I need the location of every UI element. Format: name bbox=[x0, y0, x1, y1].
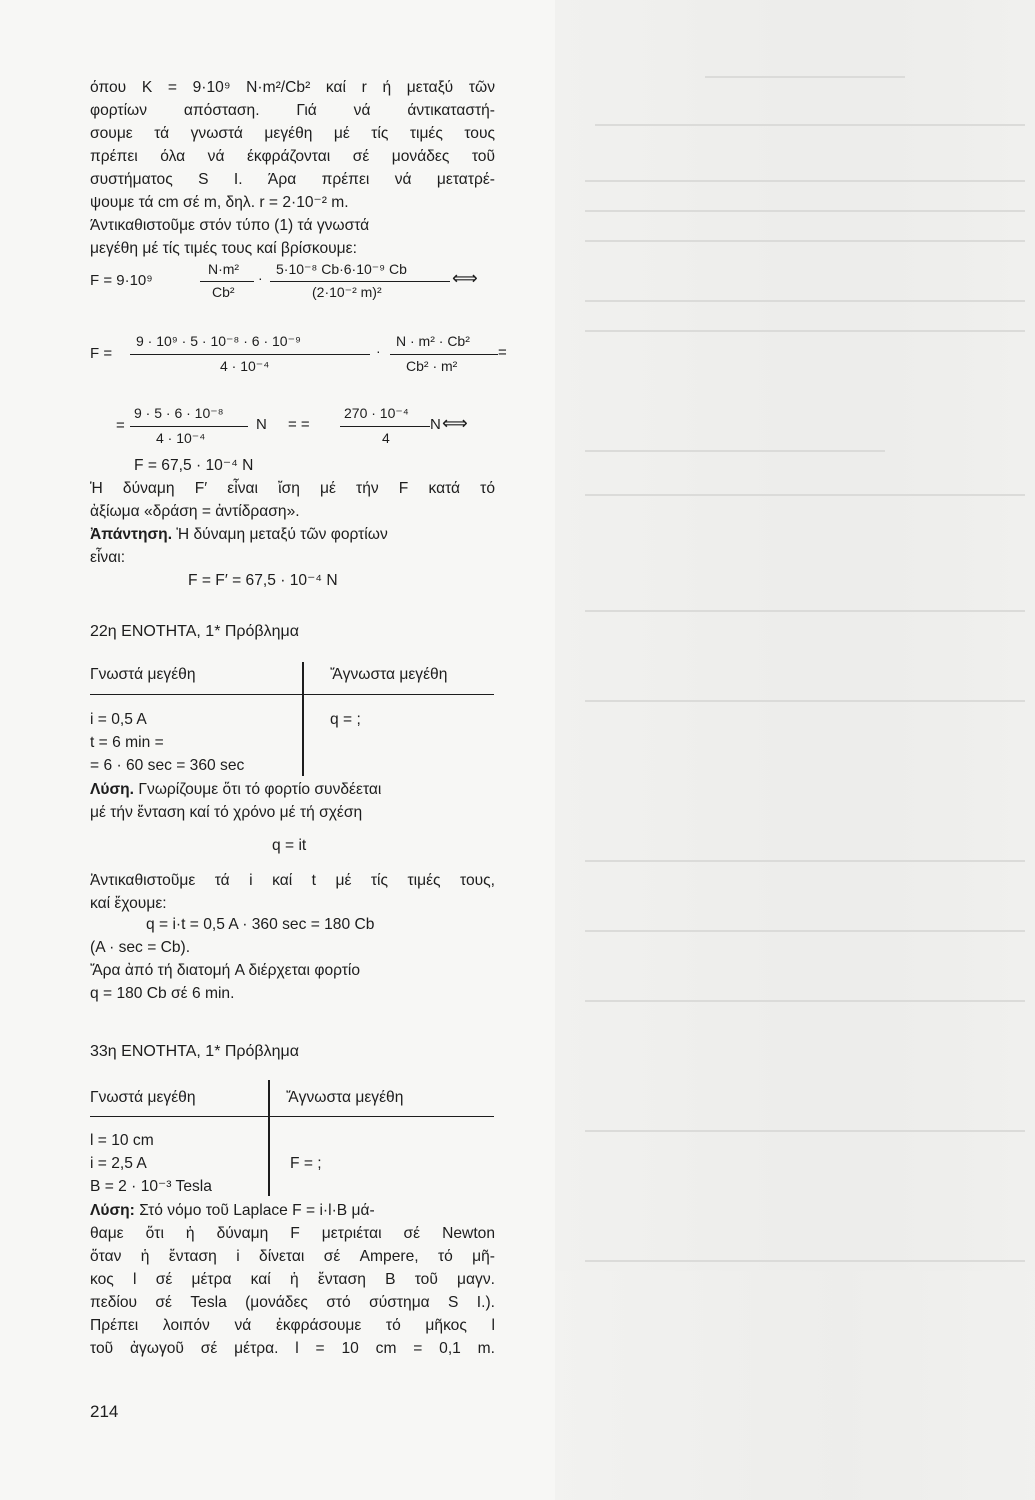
eq3-den1: 4 · 10⁻⁴ bbox=[156, 430, 206, 446]
table-divider bbox=[268, 1080, 270, 1196]
text-line: μέ τήν ἔνταση καί τό χρόνο μέ τή σχέση bbox=[90, 804, 363, 821]
text-line: ὅταν ἡ ἔνταση i δίνεται σέ Ampere, τό μῆ- bbox=[90, 1248, 495, 1265]
page-number: 214 bbox=[90, 1402, 119, 1421]
facing-page-bleed bbox=[555, 0, 1035, 1500]
text-line: μεγέθη μέ τίς τιμές τους καί βρίσκουμε: bbox=[90, 240, 357, 257]
table-header-unknown: Ἄγνωστα μεγέθη bbox=[286, 1089, 404, 1106]
text-line: κος l σέ μέτρα καί ἡ ἔνταση B τοῦ μαγν. bbox=[90, 1271, 495, 1288]
eq1-den1: Cb² bbox=[212, 284, 235, 300]
eq2-lhs: F = bbox=[90, 345, 113, 362]
solution-label: Λύση. bbox=[90, 781, 135, 798]
answer-text: Ἡ δύναμη μεταξύ τῶν φορτίων bbox=[176, 526, 388, 543]
equivalence-arrow: ⟺ bbox=[442, 413, 468, 433]
solution-text: Γνωρίζουμε ὅτι τό φορτίο συνδέεται bbox=[138, 781, 382, 798]
known-value: B = 2 · 10⁻³ Tesla bbox=[90, 1178, 212, 1195]
answer-formula: F = F′ = 67,5 · 10⁻⁴ N bbox=[188, 572, 338, 589]
fraction-bar bbox=[130, 426, 248, 427]
known-value: = 6 · 60 sec = 360 sec bbox=[90, 757, 245, 774]
eq3-mid: = = bbox=[288, 416, 310, 433]
text-line: q = 180 Cb σέ 6 min. bbox=[90, 985, 235, 1002]
fraction-bar bbox=[340, 426, 430, 427]
eq2-den2: Cb² · m² bbox=[406, 358, 458, 374]
eq3-num1: 9 · 5 · 6 · 10⁻⁸ bbox=[134, 405, 224, 421]
eq2-dot: · bbox=[376, 343, 381, 359]
eq3-lhs: = bbox=[116, 417, 125, 434]
text-line: Ἡ δύναμη F′ εἶναι ἴση μέ τήν F κατά τό bbox=[90, 480, 495, 497]
fraction-bar bbox=[200, 281, 254, 282]
unknown-value: q = ; bbox=[330, 711, 361, 728]
equivalence-arrow: ⟺ bbox=[452, 268, 478, 288]
text-line: ἀξίωμα «δράση = ἀντίδραση». bbox=[90, 503, 300, 520]
fraction-bar bbox=[270, 281, 450, 282]
eq3-den2: 4 bbox=[382, 430, 390, 446]
eq2-num1: 9 · 10⁹ · 5 · 10⁻⁸ · 6 · 10⁻⁹ bbox=[136, 333, 301, 349]
table-header-known: Γνωστά μεγέθη bbox=[90, 1089, 196, 1106]
text-line: ψουμε τά cm σέ m, δηλ. r = 2·10⁻² m. bbox=[90, 194, 349, 211]
known-value: l = 10 cm bbox=[90, 1132, 154, 1149]
eq1-num1: N·m² bbox=[208, 261, 240, 277]
known-value: i = 2,5 A bbox=[90, 1155, 147, 1172]
text-line: τοῦ ἀγωγοῦ σέ μέτρα. l = 10 cm = 0,1 m. bbox=[90, 1340, 495, 1357]
text-line: Ἄρα ἀπό τή διατομή A διέρχεται φορτίο bbox=[90, 962, 361, 979]
text-line: θαμε ὅτι ἡ δύναμη F μετριέται σέ Newton bbox=[90, 1225, 495, 1242]
eq3-unit2: N bbox=[430, 416, 441, 433]
table-header-known: Γνωστά μεγέθη bbox=[90, 666, 196, 683]
known-value: i = 0,5 A bbox=[90, 711, 147, 728]
eq2-den1: 4 · 10⁻⁴ bbox=[220, 358, 270, 374]
eq2-num2: N · m² · Cb² bbox=[396, 333, 470, 349]
eq3-unit1: N bbox=[256, 416, 267, 433]
calculation: (A · sec = Cb). bbox=[90, 939, 191, 956]
eq1-den2: (2·10⁻² m)² bbox=[312, 284, 382, 300]
text-line: Άντικαθιστοῦμε στόν τύπο (1) τά γνωστά bbox=[90, 217, 370, 234]
answer-label: Ἀπάντηση. bbox=[90, 526, 173, 543]
text-line: όπου K = 9·10⁹ N·m²/Cb² καί r ή μεταξύ τῶν bbox=[90, 79, 495, 96]
answer-line bbox=[90, 525, 495, 545]
text-line: εἶναι: bbox=[90, 549, 126, 566]
known-value: t = 6 min = bbox=[90, 734, 164, 751]
text-line: καί ἔχουμε: bbox=[90, 895, 167, 912]
text-line: φορτίων απόσταση. Γιά νά άντικαταστή- bbox=[90, 102, 495, 119]
text-line: πρέπει όλα νά έκφράζονται σέ μονάδες τοῦ bbox=[90, 148, 495, 165]
section-heading: 22η ΕΝΟΤΗΤΑ, 1* Πρόβλημα bbox=[90, 623, 299, 640]
table-rule bbox=[90, 1116, 494, 1117]
solution-label: Λύση: bbox=[90, 1202, 135, 1219]
eq3-num2: 270 · 10⁻⁴ bbox=[344, 405, 409, 421]
result-line: F = 67,5 · 10⁻⁴ N bbox=[134, 457, 254, 474]
table-divider bbox=[302, 662, 304, 776]
solution-text: Στό νόμο τοῦ Laplace F = i·l·B μά- bbox=[139, 1202, 375, 1219]
eq1-num2: 5·10⁻⁸ Cb·6·10⁻⁹ Cb bbox=[276, 261, 407, 277]
text-line: Πρέπει λοιπόν νά ἐκφράσουμε τό μῆκος l bbox=[90, 1317, 495, 1334]
text-line: Ἀντικαθιστοῦμε τά i καί t μέ τίς τιμές τους, bbox=[90, 872, 495, 889]
solution-line bbox=[90, 780, 495, 800]
eq1-lhs: F = 9·10⁹ bbox=[90, 272, 153, 289]
formula: q = it bbox=[272, 837, 307, 854]
text-line: συστήματος S I. Άρα πρέπει νά μετατρέ- bbox=[90, 171, 495, 188]
eq1-dot: · bbox=[258, 270, 263, 286]
eq2-rhs: = bbox=[498, 344, 507, 361]
calculation: q = i·t = 0,5 A · 360 sec = 180 Cb bbox=[146, 916, 375, 933]
section-heading: 33η ΕΝΟΤΗΤΑ, 1* Πρόβλημα bbox=[90, 1043, 299, 1060]
text-line: πεδίου σέ Tesla (μονάδες στό σύστημα S I.). bbox=[90, 1294, 495, 1311]
table-rule bbox=[90, 694, 494, 695]
fraction-bar bbox=[390, 354, 498, 355]
text-line: σουμε τά γνωστά μεγέθη μέ τίς τιμές τους bbox=[90, 125, 495, 142]
table-header-unknown: Ἄγνωστα μεγέθη bbox=[330, 666, 448, 683]
unknown-value: F = ; bbox=[290, 1155, 322, 1172]
fraction-bar bbox=[130, 354, 370, 355]
solution-line bbox=[90, 1201, 495, 1221]
